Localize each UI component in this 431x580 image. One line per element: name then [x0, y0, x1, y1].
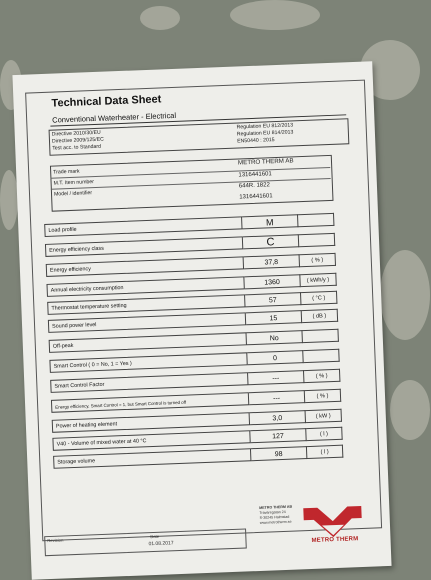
sheet-subtitle: Conventional Waterheater - Electrical [52, 110, 177, 125]
row-value: --- [248, 370, 304, 385]
row-unit: ( % ) [304, 369, 340, 383]
date-label: Date [150, 533, 160, 540]
metro-therm-logo-icon [301, 502, 364, 540]
row-unit: ( % ) [300, 253, 336, 267]
logo-text: METRO THERM [311, 536, 359, 544]
address-line-1: Travaregatan 24 [259, 509, 286, 515]
model-value-2: 1316441601 [239, 193, 273, 201]
company-address [259, 505, 293, 526]
row-unit [302, 329, 338, 343]
row-label: Load profile [44, 216, 242, 237]
row-unit: ( l ) [306, 427, 342, 441]
row-value: 57 [245, 292, 301, 307]
row-unit [303, 349, 339, 363]
row-value: 3,0 [250, 410, 306, 425]
row-label: Smart Control ( 0 = No, 1 = Yes ) [49, 352, 247, 373]
directive-1: Directive 2010/30/EU [51, 129, 101, 138]
row-label: Off-peak [49, 332, 247, 353]
trade-mark-value: METRO THERM AB [237, 157, 294, 167]
row-value: C [243, 234, 299, 249]
row-unit: ( °C ) [301, 291, 337, 305]
company-name: METRO THERM AB [259, 504, 293, 510]
floor-spot [390, 380, 430, 440]
model-value: 644R. 1822 [238, 182, 271, 190]
row-label: Annual electricity consumption [46, 276, 244, 297]
floor-spot [0, 170, 18, 230]
row-label: Energy efficiency [46, 256, 244, 277]
model-label: Model / identifier [53, 190, 93, 198]
row-label: Power of heating element [52, 412, 250, 433]
item-number-label: M.T. Item number [53, 179, 95, 187]
row-label: V40 - Volume of mixed water at 40 °C [52, 430, 250, 451]
address-line-3: www.metrotherm.se [259, 519, 292, 525]
regulation-2: Regulation EU 814/2013 [236, 129, 294, 138]
floor-spot [380, 250, 430, 340]
row-value: 1360 [244, 274, 300, 289]
row-label: Thermostat temperature setting [47, 294, 245, 315]
sheet-title: Technical Data Sheet [51, 93, 162, 110]
row-unit: ( kW ) [306, 409, 342, 423]
standard-value: EN50440 : 2015 [237, 137, 275, 145]
row-unit: ( % ) [305, 389, 341, 403]
row-value: M [242, 214, 298, 229]
floor-spot [140, 6, 180, 30]
row-value: 98 [251, 446, 307, 461]
row-label: Smart Control Factor [50, 372, 248, 393]
row-unit: ( l ) [307, 445, 343, 459]
row-value: 127 [250, 428, 306, 443]
directive-2: Directive 2009/125/EC [51, 136, 105, 145]
row-value: 37,8 [244, 254, 300, 269]
item-number-value: 1316441601 [238, 171, 272, 179]
floor-spot [230, 0, 320, 30]
row-label: Energy efficiency, Smart Control = 1, but Smart Control is turned off [51, 392, 249, 413]
row-unit [298, 213, 334, 227]
data-sheet [12, 61, 391, 579]
row-label: Storage volume [53, 448, 251, 469]
row-value: 0 [247, 350, 303, 365]
address-line-2: S-30245 Halmstad [259, 514, 290, 520]
row-unit: ( kWh/y ) [300, 273, 336, 287]
revision-label: Revision [47, 537, 64, 544]
test-standard-label: Test acc. to Standard [52, 143, 102, 152]
row-label: Sound power level [48, 312, 246, 333]
trade-mark-label: Trade mark [53, 168, 80, 176]
row-unit [299, 233, 335, 247]
row-unit: ( dB ) [302, 309, 338, 323]
row-label: Energy efficiency class [45, 236, 243, 257]
row-value: No [246, 330, 302, 345]
row-value: 15 [246, 310, 302, 325]
regulation-1: Regulation EU 812/2013 [236, 122, 294, 131]
row-value: --- [249, 390, 305, 405]
date-value: 01.08.2017 [148, 540, 174, 548]
